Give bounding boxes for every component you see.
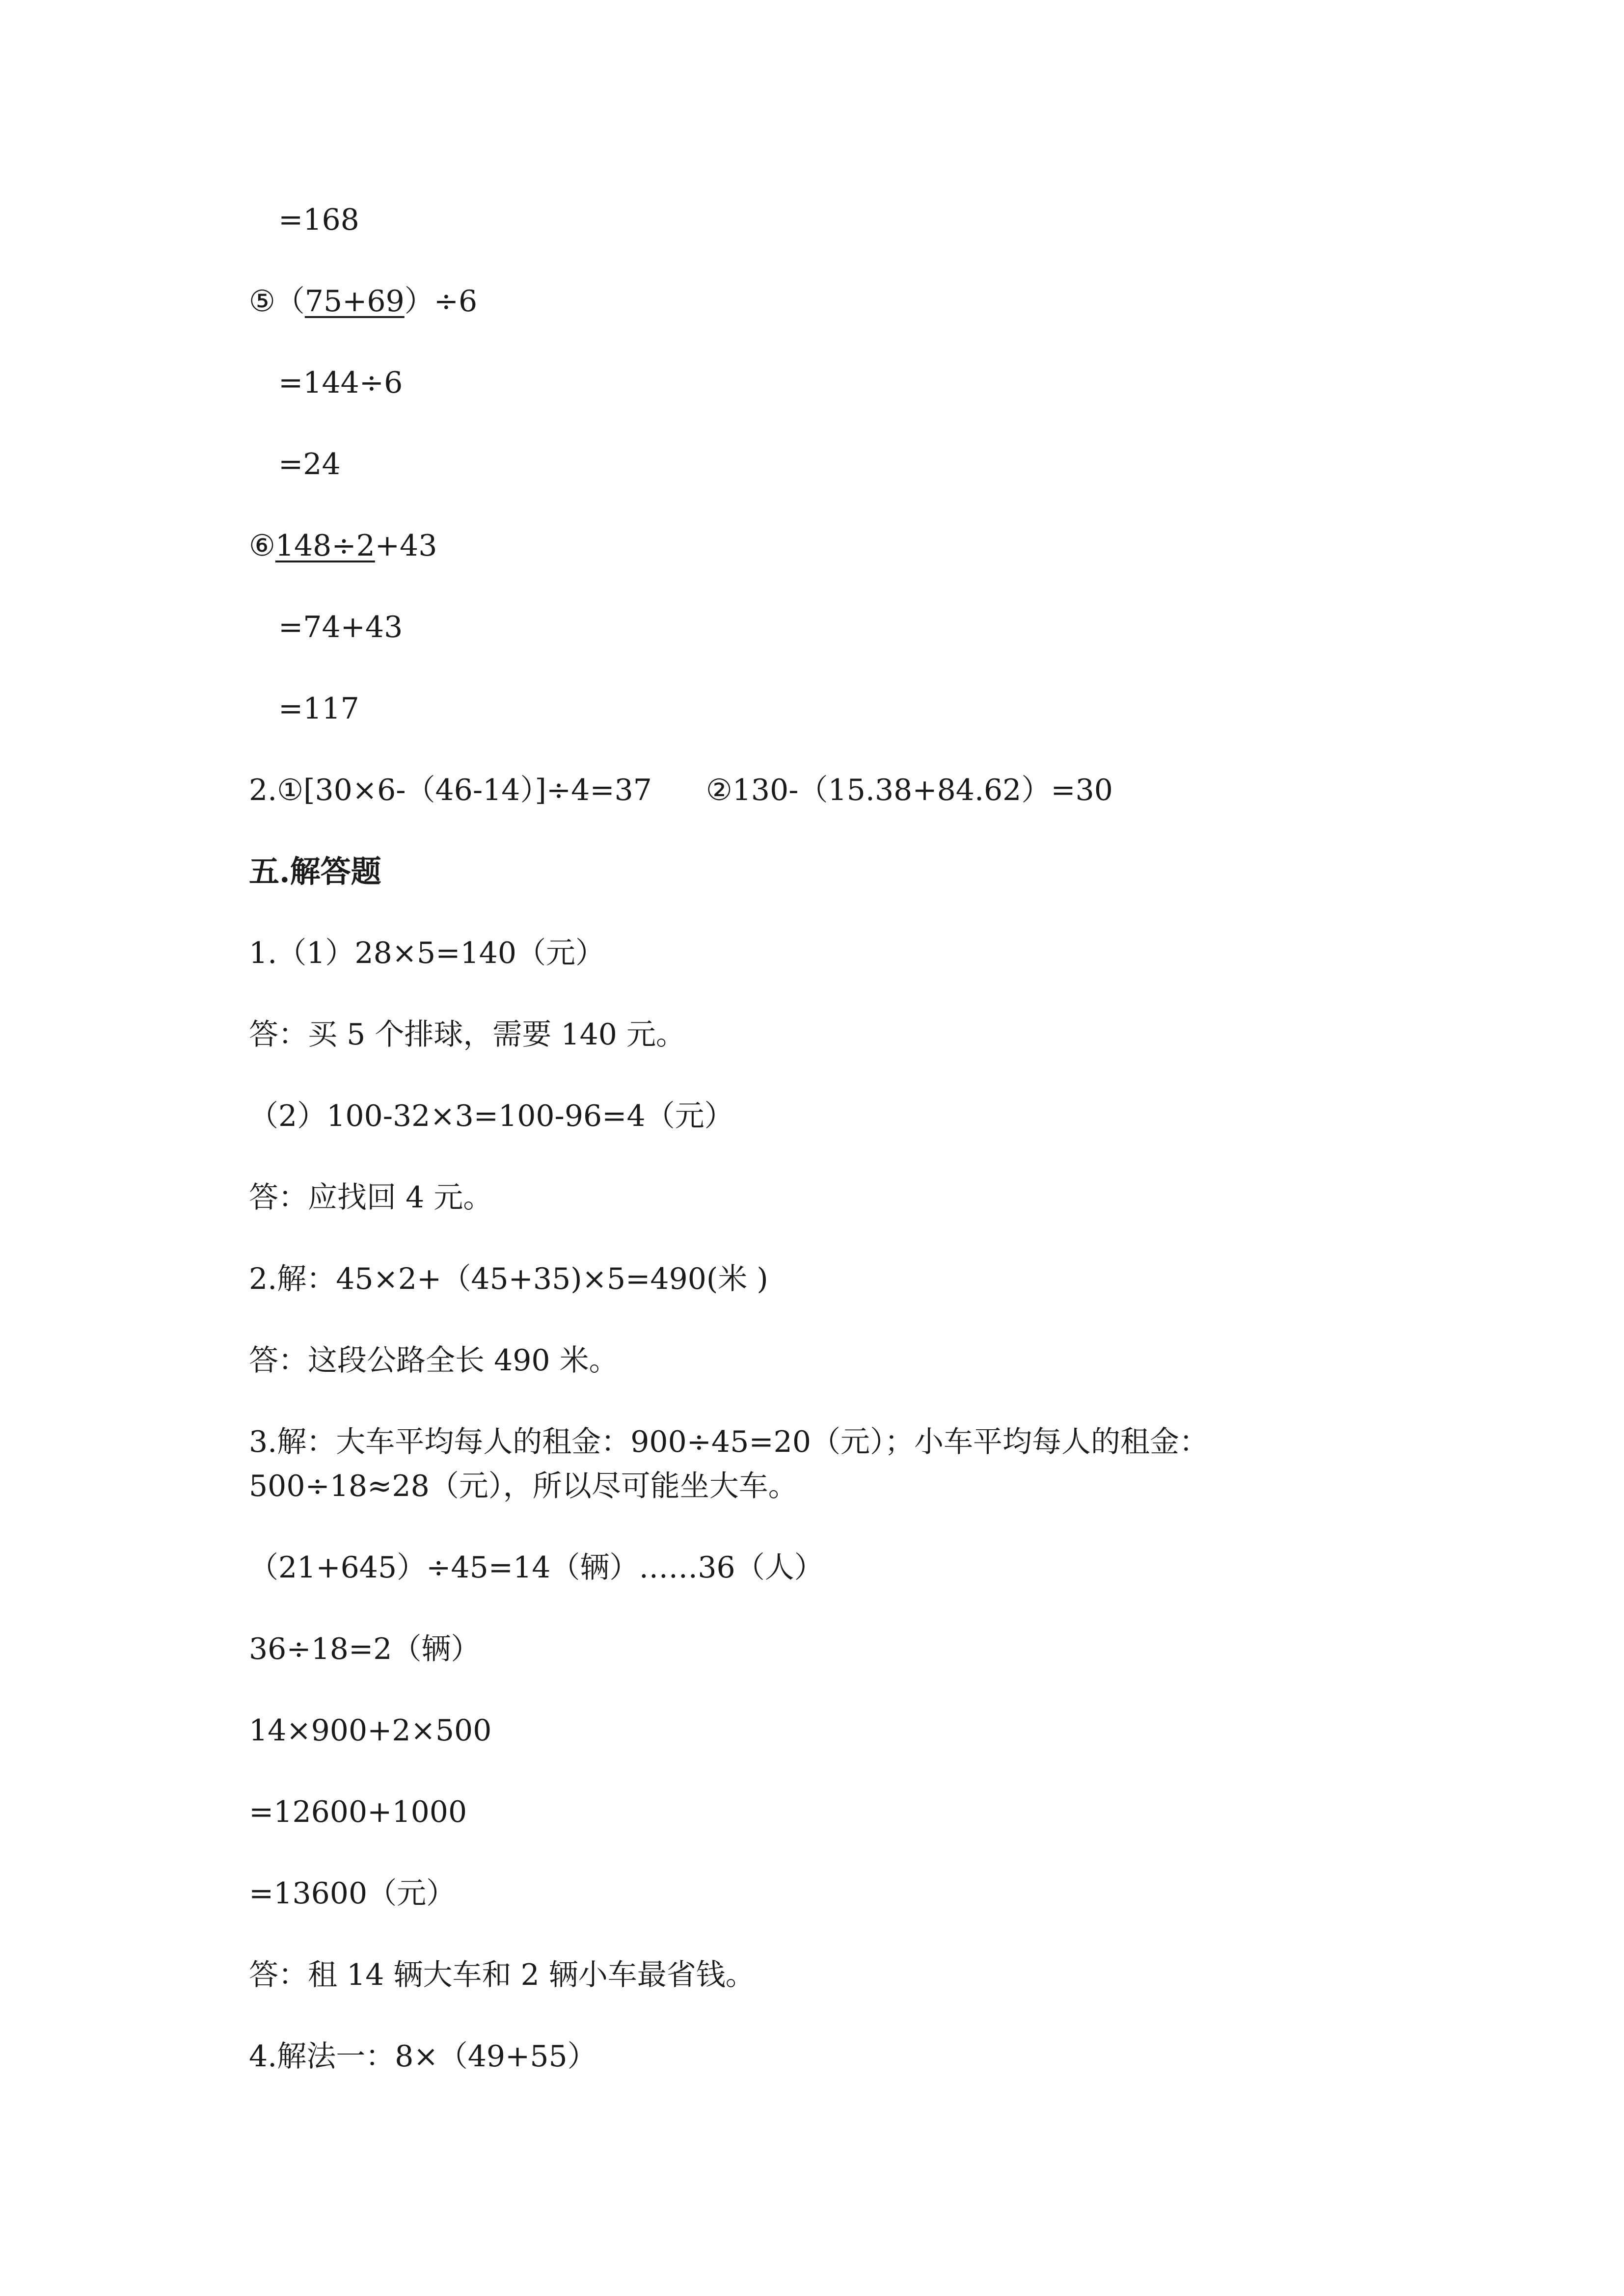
answer-line: 答：应找回 4 元。 <box>249 1180 493 1215</box>
answer-line: （2）100-32×3=100-96=4（元） <box>249 1099 734 1133</box>
underlined-step: 75+69 <box>304 284 405 319</box>
answer-line: 2.解：45×2+（45+35)×5=490(米 ) <box>249 1262 768 1296</box>
answer-line: 4.解法一：8×（49+55） <box>249 2039 597 2074</box>
expression-suffix: +43 <box>375 529 437 563</box>
answer-line: 14×900+2×500 <box>249 1713 492 1748</box>
answer-line: 500÷18≈28（元），所以尽可能坐大车。 <box>249 1469 798 1503</box>
calc-line: =144÷6 <box>278 366 403 400</box>
answer-line: =13600（元） <box>249 1876 456 1911</box>
answer-b: ②130-（15.38+84.62）=30 <box>705 773 1113 807</box>
section-heading: 五.解答题 <box>249 854 381 889</box>
calc-line: =24 <box>278 447 341 481</box>
underlined-step: 148÷2 <box>275 529 375 563</box>
calc-line: =74+43 <box>278 610 403 644</box>
calc-line: =117 <box>278 692 359 726</box>
problem-6-expression <box>249 526 437 565</box>
answer-line: 1.（1）28×5=140（元） <box>249 936 605 970</box>
expression-prefix: ⑥ <box>249 529 275 563</box>
calc-line: =168 <box>278 203 359 237</box>
expression-suffix: ）÷6 <box>404 284 478 319</box>
answer-line: 36÷18=2（辆） <box>249 1632 481 1666</box>
answer-line: 3.解：大车平均每人的租金：900÷45=20（元）；小车平均每人的租金： <box>249 1425 1209 1459</box>
answer-line: 答：这段公路全长 490 米。 <box>249 1343 619 1378</box>
expression-prefix: ⑤（ <box>249 284 305 319</box>
answer-line: 答：租 14 辆大车和 2 辆小车最省钱。 <box>249 1958 755 1992</box>
problem-5-expression <box>249 282 477 321</box>
answer-line: （21+645）÷45=14（辆）……36（人） <box>249 1550 824 1585</box>
answer-a: 2.①[30×6-（46-14）]÷4=37 <box>249 773 652 807</box>
question-2-answers <box>249 771 1113 810</box>
answer-line: 答：买 5 个排球，需要 140 元。 <box>249 1017 685 1052</box>
answer-line: =12600+1000 <box>249 1795 467 1829</box>
